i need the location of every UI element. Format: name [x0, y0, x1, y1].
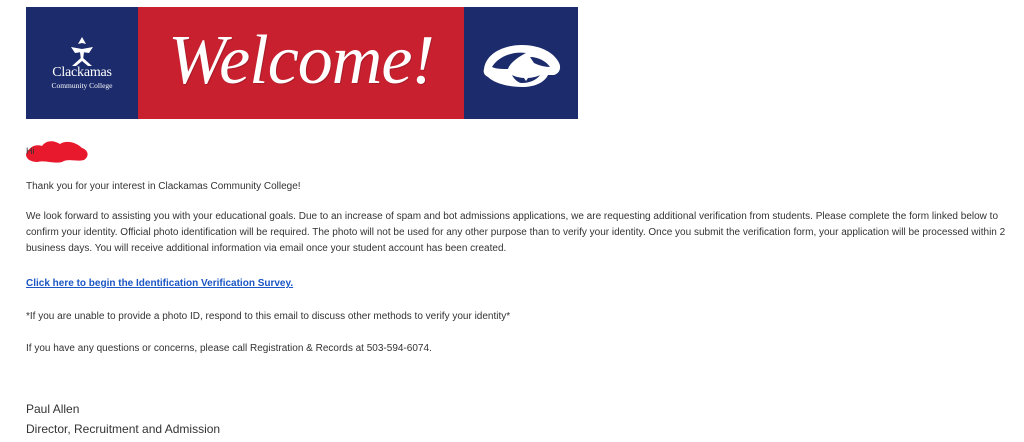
verification-paragraph: We look forward to assisting you with your educational goals. Due to an increase of spam and bot admissions applications, we are requesting additional verification from students. Please complete the form linked below to confirm your identity. Official photo identification will be required. The photo will not be used for any other purpose than to verify your identity. Once you submit the verification form, your application will be processed within 2 business days. You will receive additional information via email once your student account has been created. [26, 211, 1006, 254]
thanks-text: Thank you for your interest in Clackamas Community College! [26, 181, 301, 192]
verification-survey-link[interactable]: Click here to begin the Identification Verification Survey. [26, 278, 294, 289]
college-name: Clackamas [52, 65, 112, 80]
contact-text: If you have any questions or concerns, please call Registration & Records at 503-594-6074. [26, 343, 432, 354]
welcome-heading: Welcome! [168, 22, 434, 99]
ccc-logo-mark-icon [63, 35, 101, 69]
mascot-panel [464, 7, 578, 119]
cougar-mascot-icon [478, 39, 564, 91]
college-sub: Community College [51, 81, 113, 90]
signature-name: Paul Allen [26, 402, 80, 416]
welcome-banner [26, 7, 578, 119]
welcome-panel [138, 7, 464, 119]
greeting: Hi [26, 146, 35, 156]
photo-id-note: *If you are unable to provide a photo ID, respond to this email to discuss other methods to verify your identity* [26, 311, 511, 322]
college-logo [26, 7, 138, 119]
signature-title: Director, Recruitment and Admission [26, 422, 221, 436]
